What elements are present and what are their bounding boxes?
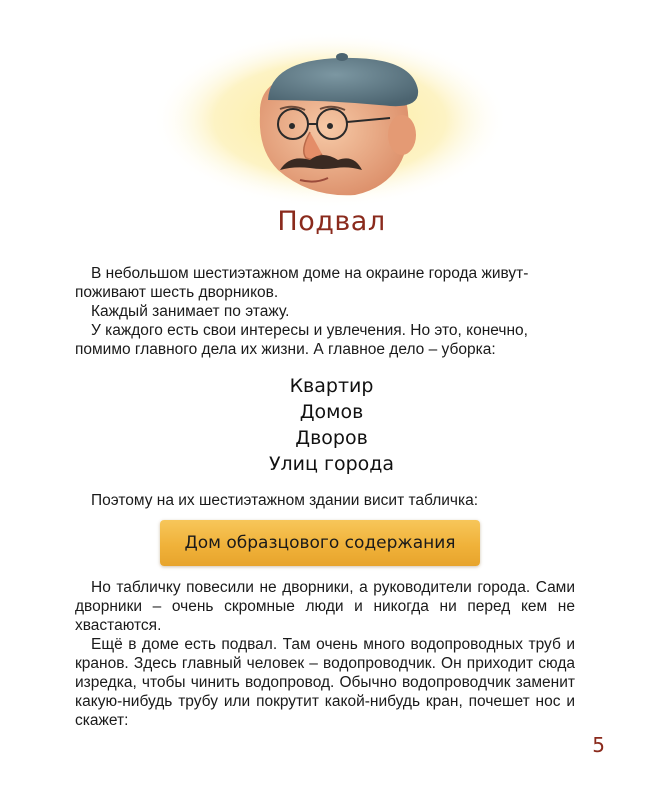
- paragraph: В небольшом шестиэтажном доме на окраине города живут-поживают шесть дворников.: [75, 265, 529, 301]
- paragraph: Ещё в доме есть подвал. Там очень много водопроводных труб и кранов. Здесь главный человек – водопроводчик. Он приходит сюда изредка, чтобы чинить водопровод. Обычно водопроводчик заменит какую-нибудь трубу или покрутит какой-нибудь кран, почешет нос и скажет:: [75, 636, 575, 729]
- intro-text: [75, 264, 575, 359]
- list-item: Квартир: [289, 375, 374, 397]
- plumber-portrait-icon: [150, 20, 510, 210]
- cleaning-list: [0, 373, 663, 477]
- sign-intro: [75, 491, 575, 510]
- house-sign: Дом образцового содержания: [160, 520, 480, 566]
- paragraph: Поэтому на их шестиэтажном здании висит табличка:: [91, 492, 479, 509]
- paragraph: Каждый занимает по этажу.: [91, 303, 290, 320]
- page-number: 5: [592, 733, 605, 757]
- body-text: [75, 578, 575, 730]
- list-item: Улиц города: [268, 453, 395, 475]
- paragraph: У каждого есть свои интересы и увлечения. Но это, конечно, помимо главного дела их жизни. А главное дело – уборка:: [75, 322, 528, 358]
- page-title: Подвал: [277, 206, 386, 237]
- paragraph: Но табличку повесили не дворники, а руководители города. Сами дворники – очень скромные люди и никогда ни перед кем не хвастаются.: [75, 579, 575, 634]
- list-item: Домов: [299, 401, 364, 423]
- list-item: Дворов: [295, 427, 368, 449]
